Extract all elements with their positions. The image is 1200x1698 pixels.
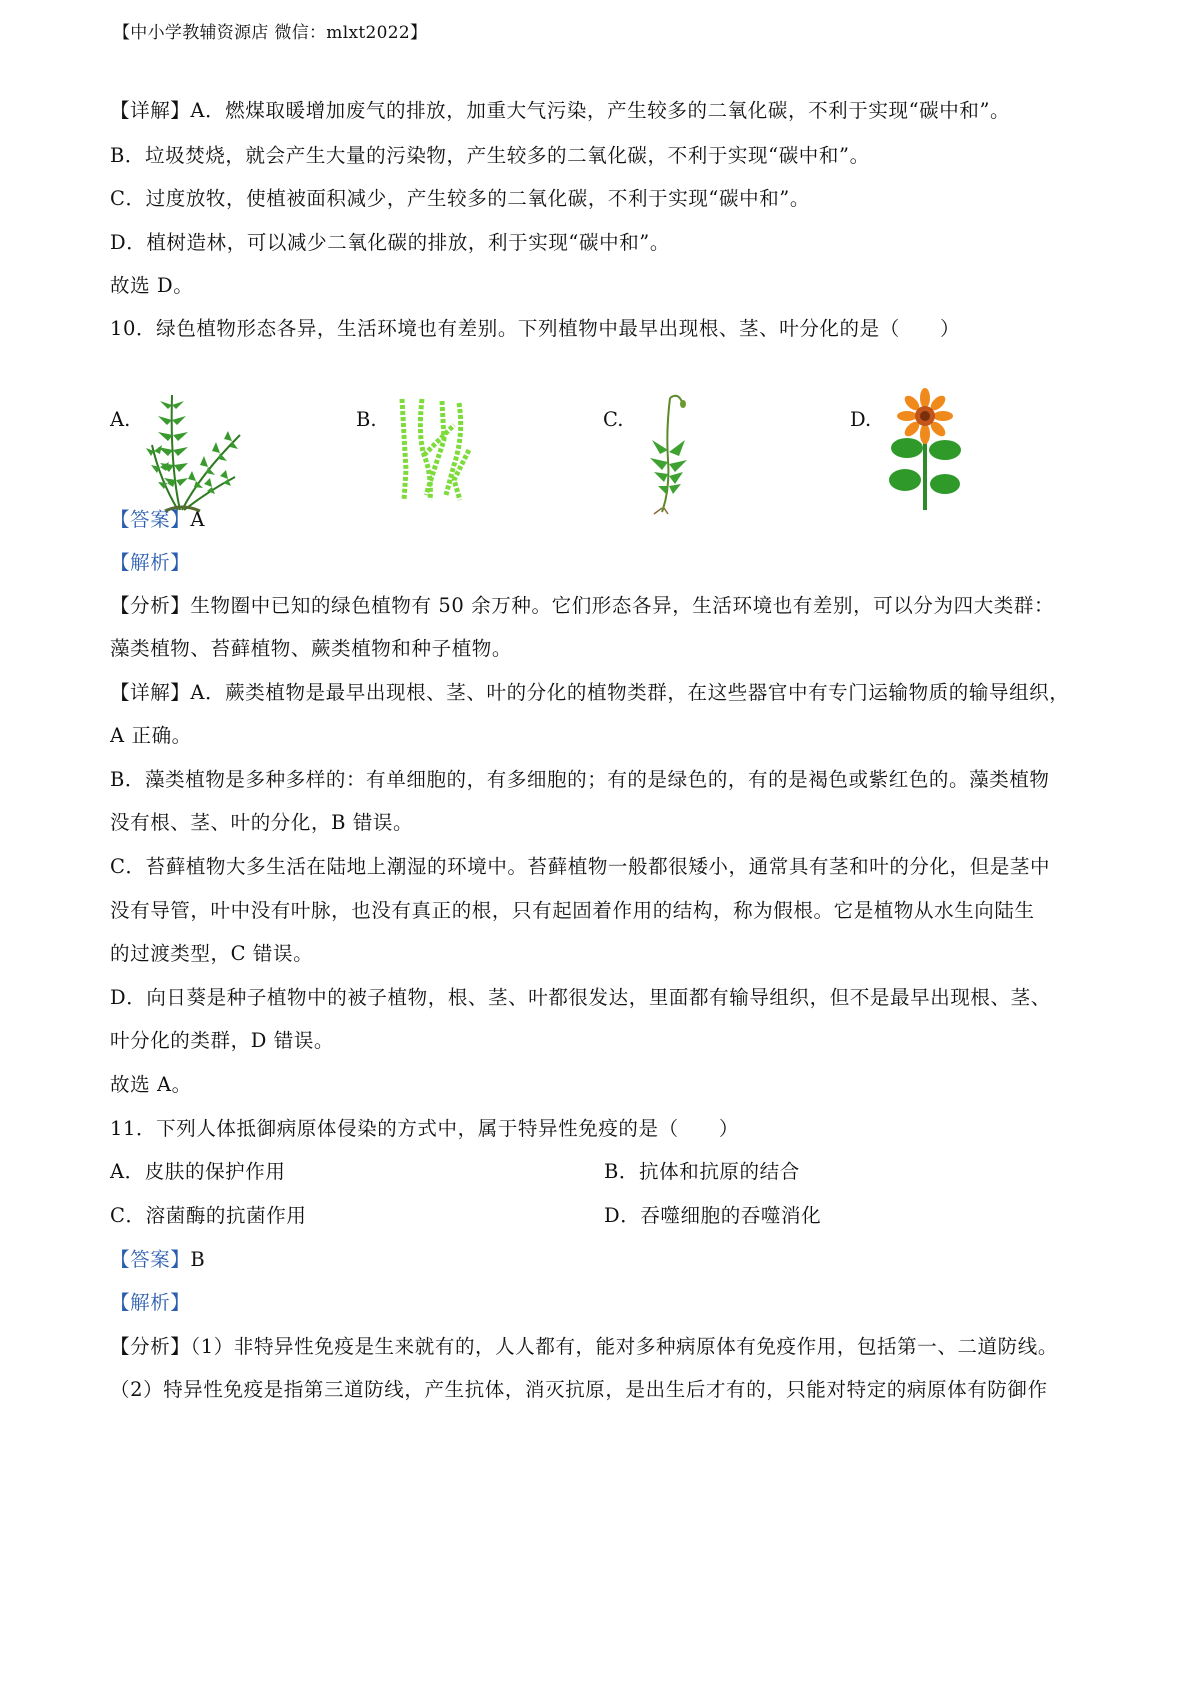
q11-fenxi-2: （2）特异性免疫是指第三道防线，产生抗体，消灭抗原，是出生后才有的，只能对特定的病原体有防御作 [110, 1378, 1048, 1401]
q10-choose: 故选 A。 [110, 1073, 192, 1096]
q10-option-c-label: C. [603, 408, 624, 431]
q10-detail-c3: 的过渡类型，C 错误。 [110, 942, 314, 965]
q10-detail-c2: 没有导管，叶中没有叶脉，也没有真正的根，只有起固着作用的结构，称为假根。它是植物从水生向陆生 [110, 899, 1035, 922]
answer-value: B [190, 1248, 206, 1271]
header-watermark: 【中小学教辅资源店 微信：mlxt2022】 [113, 23, 428, 43]
q10-answer [110, 504, 205, 532]
q10-analysis-tag: 【解析】 [110, 551, 191, 574]
q11-fenxi-1: 【分析】（1）非特异性免疫是生来就有的，人人都有，能对多种病原体有免疫作用，包括第一、二道防线。 [110, 1335, 1058, 1358]
q10-detail-c1: C．苔藓植物大多生活在陆地上潮湿的环境中。苔藓植物一般都很矮小，通常具有茎和叶的分化，但是茎中 [110, 855, 1051, 878]
q10-fenxi-2: 藻类植物、苔藓植物、蕨类植物和种子植物。 [110, 637, 513, 660]
q9-choose: 故选 D。 [110, 274, 194, 297]
q10-detail-b1: B．藻类植物是多种多样的：有单细胞的，有多细胞的；有的是绿色的，有的是褐色或紫红色的。藻类植物 [110, 768, 1050, 791]
q9-option-c: C．过度放牧，使植被面积减少，产生较多的二氧化碳，不利于实现“碳中和”。 [110, 187, 810, 210]
q11-question: 11．下列人体抵御病原体侵染的方式中，属于特异性免疫的是（ ） [110, 1117, 740, 1140]
q11-answer [110, 1244, 205, 1272]
sunflower-icon [885, 388, 965, 513]
q11-analysis-tag: 【解析】 [110, 1291, 191, 1314]
q10-detail-a1: 【详解】A．蕨类植物是最早出现根、茎、叶的分化的植物类群，在这些器官中有专门运输物质的输导组织， [110, 681, 1070, 704]
q9-detail-a: 【详解】A．燃煤取暖增加废气的排放，加重大气污染，产生较多的二氧化碳，不利于实现“碳中和”。 [110, 99, 1011, 122]
q10-option-d-label: D. [850, 408, 872, 431]
q10-question: 10．绿色植物形态各异，生活环境也有差别。下列植物中最早出现根、茎、叶分化的是（ ） [110, 317, 961, 340]
q11-option-d: D．吞噬细胞的吞噬消化 [604, 1204, 822, 1227]
algae-icon [394, 395, 479, 505]
q10-fenxi-1: 【分析】生物圈中已知的绿色植物有 50 余万种。它们形态各异，生活环境也有差别，可以分为四大类群： [110, 594, 1055, 617]
q10-detail-d2: 叶分化的类群，D 错误。 [110, 1029, 335, 1052]
q10-option-b-label: B. [356, 408, 377, 431]
answer-value: A [190, 508, 206, 531]
q10-option-a-label: A. [110, 408, 131, 431]
q11-option-b: B．抗体和抗原的结合 [604, 1160, 800, 1183]
q11-option-c: C．溶菌酶的抗菌作用 [110, 1204, 307, 1227]
q10-detail-a2: A 正确。 [110, 724, 192, 747]
answer-tag: 【答案】 [110, 1248, 191, 1271]
fern-icon [140, 385, 250, 515]
answer-tag: 【答案】 [110, 508, 191, 531]
q9-option-d: D．植树造林，可以减少二氧化碳的排放，利于实现“碳中和”。 [110, 231, 670, 254]
q9-option-b: B．垃圾焚烧，就会产生大量的污染物，产生较多的二氧化碳，不利于实现“碳中和”。 [110, 144, 870, 167]
q10-detail-b2: 没有根、茎、叶的分化，B 错误。 [110, 811, 414, 834]
q11-option-a: A．皮肤的保护作用 [110, 1160, 286, 1183]
q10-detail-d1: D．向日葵是种子植物中的被子植物，根、茎、叶都很发达，里面都有输导组织，但不是最早出现根、茎、 [110, 986, 1051, 1009]
moss-icon [640, 390, 700, 515]
